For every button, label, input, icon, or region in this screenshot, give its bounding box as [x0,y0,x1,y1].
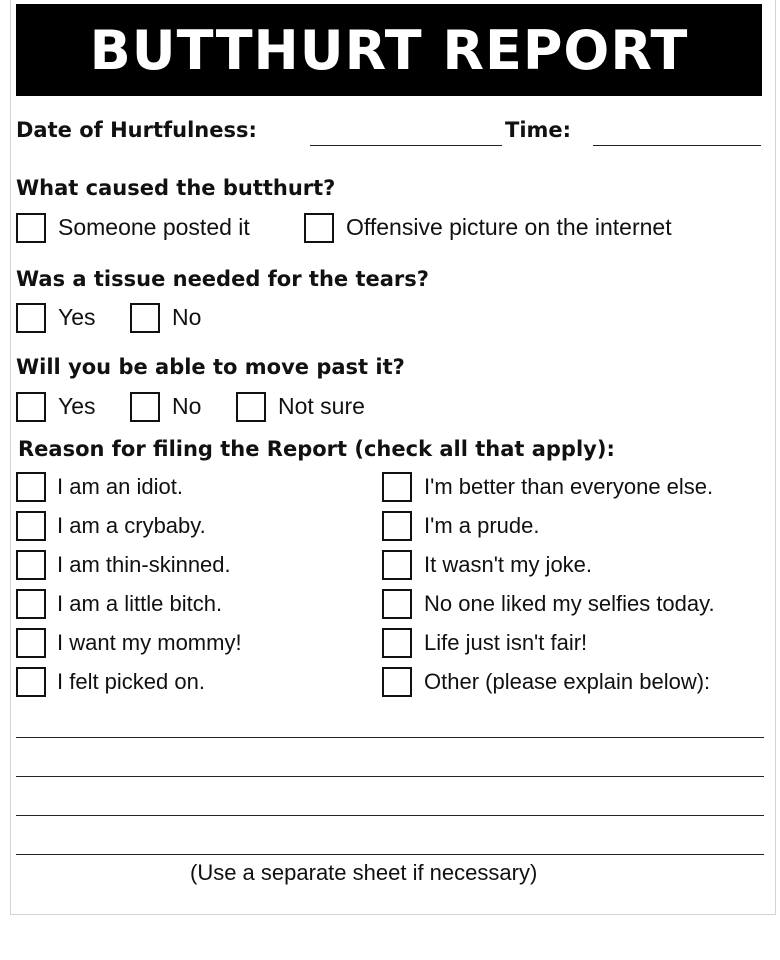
checkbox-reason-right-2[interactable] [382,511,412,541]
reasons-heading: Reason for filing the Report (check all that apply): [18,437,615,461]
reason-other: Other (please explain below): [424,669,711,694]
date-label: Date of Hurtfulness: [16,118,257,142]
checkbox-reason-left-1[interactable] [16,472,46,502]
option-move-not-sure: Not sure [278,393,365,419]
checkbox-tissue-yes[interactable] [16,303,46,333]
time-field[interactable] [593,145,761,146]
option-offensive-picture: Offensive picture on the internet [346,214,672,240]
option-tissue-no: No [172,304,202,330]
date-field[interactable] [310,145,502,146]
checkbox-tissue-no[interactable] [130,303,160,333]
option-move-yes: Yes [58,393,96,419]
checkbox-reason-right-1[interactable] [382,472,412,502]
reason-crybaby: I am a crybaby. [57,513,206,538]
checkbox-reason-right-5[interactable] [382,628,412,658]
question-move-past: Will you be able to move past it? [16,355,405,379]
explanation-line-4[interactable] [16,854,764,855]
checkbox-reason-left-3[interactable] [16,550,46,580]
footer-note: (Use a separate sheet if necessary) [190,860,538,885]
option-move-no: No [172,393,202,419]
checkbox-reason-left-5[interactable] [16,628,46,658]
explanation-line-3[interactable] [16,815,764,816]
checkbox-reason-right-6[interactable] [382,667,412,697]
question-cause: What caused the butthurt? [16,176,336,200]
reason-idiot: I am an idiot. [57,474,183,499]
checkbox-reason-right-3[interactable] [382,550,412,580]
checkbox-reason-left-4[interactable] [16,589,46,619]
reason-prude: I'm a prude. [424,513,540,538]
question-tissue: Was a tissue needed for the tears? [16,267,429,291]
checkbox-move-no[interactable] [130,392,160,422]
report-title: BUTTHURT REPORT [16,4,762,96]
checkbox-someone-posted[interactable] [16,213,46,243]
reason-selfies: No one liked my selfies today. [424,591,715,616]
reason-thin-skinned: I am thin-skinned. [57,552,231,577]
checkbox-move-yes[interactable] [16,392,46,422]
explanation-line-1[interactable] [16,737,764,738]
explanation-line-2[interactable] [16,776,764,777]
checkbox-reason-left-2[interactable] [16,511,46,541]
time-label: Time: [505,118,572,142]
reason-not-fair: Life just isn't fair! [424,630,588,655]
checkbox-reason-left-6[interactable] [16,667,46,697]
option-someone-posted: Someone posted it [58,214,250,240]
checkbox-offensive-picture[interactable] [304,213,334,243]
checkbox-move-not-sure[interactable] [236,392,266,422]
checkbox-reason-right-4[interactable] [382,589,412,619]
reason-joke: It wasn't my joke. [424,552,593,577]
reason-better: I'm better than everyone else. [424,474,714,499]
reason-mommy: I want my mommy! [57,630,242,655]
reason-little: I am a little bitch. [57,591,223,616]
reason-picked-on: I felt picked on. [57,669,205,694]
option-tissue-yes: Yes [58,304,96,330]
